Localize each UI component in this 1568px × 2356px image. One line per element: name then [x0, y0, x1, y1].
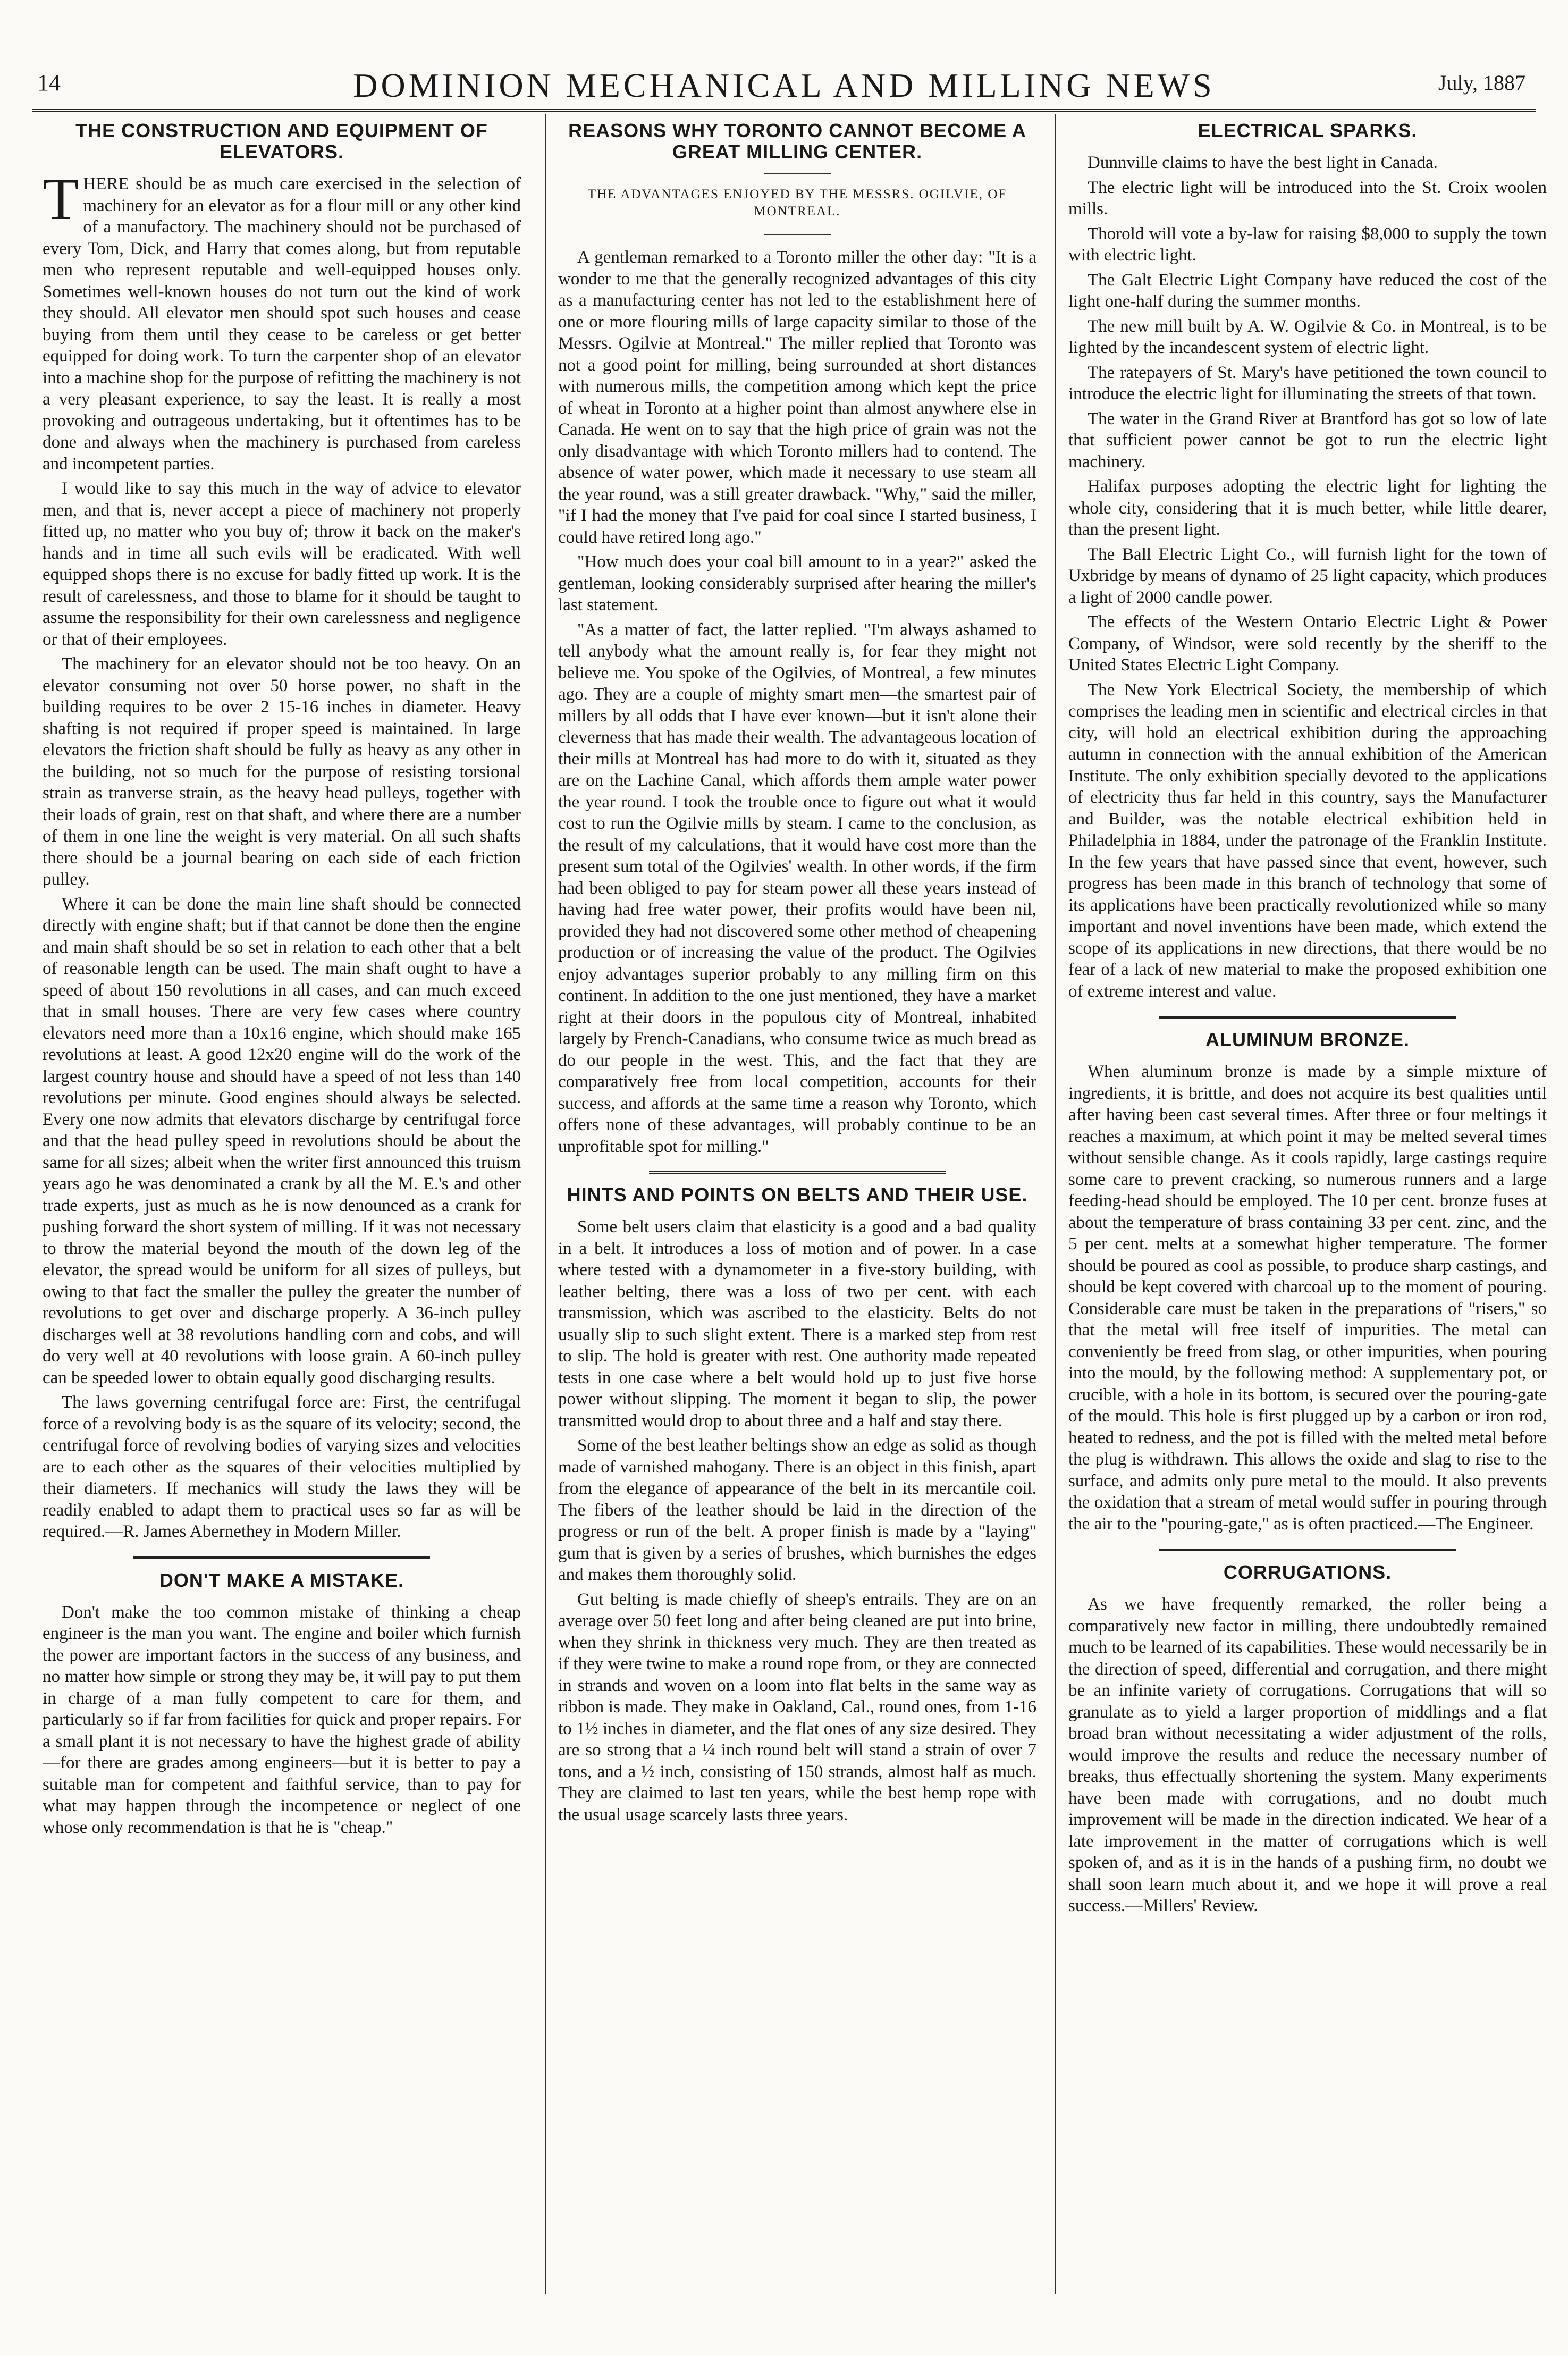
column-divider [1055, 114, 1056, 2294]
drop-cap: T [43, 166, 79, 232]
column-divider [545, 114, 546, 2294]
article-paragraph: I would like to say this much in the way of advice to elevator men, and that is, never accept a piece of machinery not properly fitted up, no matter who you buy of; throw it back on the maker's hands and in time all such evils will be eradicated. With well equipped shops there is no excuse for badly fitted up work. It is the result of carelessness, and those to blame for it should be taught to assume the responsibility for their own carelessness and negligence or that of their employees. [43, 479, 521, 649]
masthead [32, 64, 1536, 112]
section-rule [1159, 1549, 1456, 1551]
article-paragraph: Don't make the too common mistake of thinking a cheap engineer is the man you want. The engine and boiler which furnish the power are important factors in the success of any business, and no matter how simple or strong they may be, it will pay to put them in charge of a man fully competent to care for them, and particularly so if far from facilities for quick and proper repairs. For a small plant it is not necessary to have the highest grade of ability—for there are grades among engineers—but it is better to pay a suitable man for competent and faithful service, than to pay for what may happen through the incompetence or neglect of one whose only recommendation is that he is "cheap." [43, 1602, 521, 1837]
title-rule [764, 173, 831, 174]
news-item: The new mill built by A. W. Ogilvie & Co. in Montreal, is to be lighted by the incandescent system of electric light. [1068, 316, 1547, 357]
article-title-corrugations: CORRUGATIONS. [1223, 1561, 1392, 1583]
article-paragraph: As we have frequently remarked, the roller being a comparatively new factor in milling, there undoubtedly remained much to be learned of its capabilities. These would necessarily be in the direction of speed, differential and corrugation, and there might be an infinite variety of corrugations. Corrugations that will so granulate as to yield a larger proportion of middlings and a flat broad bran without necessitating a wider adjustment of the rolls, would improve the results and reduce the necessary number of breaks, thus effectually shortening the system. Many experiments have been made with corrugations, and no doubt much improvement will be made in the direction indicated. We hear of a late improvement in the matter of corrugations which is well spoken of, and as it is in the hands of a pushing firm, no doubt we shall soon learn much about it, and we hope it will prove a real success.—Millers' Review. [1068, 1595, 1547, 1915]
page-number: 14 [37, 70, 61, 96]
column-right [1068, 117, 1547, 2286]
article-title-aluminum-bronze: ALUMINUM BRONZE. [1205, 1029, 1410, 1050]
section-rule [649, 1171, 946, 1174]
article-paragraph: Where it can be done the main line shaft should be connected directly with engine shaft; but if that cannot be done then the engine and main shaft should be so set in relation to each other that a belt of reasonable length can be used. The main shaft ought to have a speed of about 150 revolutions in all cases, and can much exceed that in small houses. There are very few cases where country elevators need more than a 10x16 engine, which should make 165 revolutions at least. A good 12x20 engine will do the work of the largest country house and should have a speed of not less than 140 revolutions per minute. Good engines should always be selected. Every one now admits that elevators discharge by centrifugal force and that the head pulley speed in revolutions should be about the same for all sizes; albeit when the writer first announced this truism years ago he was denominated a crank by all the M. E.'s and other trade experts, just as much as he is now denounced as a crank for pushing forward the short system of milling. If it was not necessary to throw the material beyond the mouth of the down leg of the elevator, the spread would be uniform for all sizes of pulleys, but owing to that fact the smaller the pulley the greater the number of revolutions to get over and discharge properly. A 36-inch pulley discharges well at 38 revolutions handling corn and cobs, and will do very well at 40 revolutions with loose grain. A 60-inch pulley can be speeded lower to obtain equally good discharging results. [43, 894, 521, 1387]
news-item: The effects of the Western Ontario Electric Light & Power Company, of Windsor, were sold recently by the sheriff to the United States Electric Light Company. [1068, 612, 1547, 675]
article-title-mistake: DON'T MAKE A MISTAKE. [159, 1569, 404, 1591]
article-title-toronto: REASONS WHY TORONTO CANNOT BECOME A GREAT MILLING CENTER. [568, 120, 1026, 163]
article-paragraph: Some belt users claim that elasticity is a good and a bad quality in a belt. It introduces a loss of motion and of power. In a case where tested with a dynamometer in a five-story building, with leather belting, there was a loss of two per cent. with each transmission, which was ascribed to the elasticity. Belts do not usually slip to such slight extent. There is a marked step from rest to slip. The hold is greater with rest. One authority made repeated tests in one case where a belt would hold up to just five horse power without slipping. The moment it began to slip, the power transmitted would drop to about three and a half and stay there. [558, 1217, 1036, 1431]
newspaper-title: DOMINION MECHANICAL AND MILLING NEWS [353, 66, 1215, 104]
article-paragraph: A gentleman remarked to a Toronto miller the other day: "It is a wonder to me that the generally recognized advantages of this city as a manufacturing center has not led to the establishment here of one or more flouring mills of large capacity similar to those of the Messrs. Ogilvie at Montreal." The miller replied that Toronto was not a good point for milling, being surrounded at short distances with numerous mills, the competition among which kept the price of wheat in Toronto at a higher point than almost anywhere else in Canada. He went on to say that the high price of grain was not the only disadvantage with which Toronto millers had to contend. The absence of water power, which made it necessary to use steam all the year round, was a still greater drawback. "Why," said the miller, "if I had the money that I've paid for coal since I started business, I could have retired long ago." [558, 248, 1036, 547]
masthead-rule [32, 109, 1536, 112]
news-item: The electric light will be introduced into the St. Croix woolen mills. [1068, 178, 1547, 218]
article-paragraph: THERE should be as much care exercised in the selection of machinery for an elevator as for a flour mill or any other kind of a manufactory. The machinery should not be purchased of every Tom, Dick, and Harry that comes along, but from reputable men who represent reputable and well-equipped houses only. Sometimes well-known houses do not turn out the kind of work they should. All elevator men should spot such houses and cease buying from them until they cease to be careless or get better equipped for doing work. To turn the carpenter shop of an elevator into a machine shop for the purpose of refitting the machinery is not a very pleasant experience, to say the least. It is really a most provoking and outrageous undertaking, but it oftentimes has to be done and always when the machinery is purchased from careless and incompetent parties. [43, 166, 521, 474]
column-middle [558, 117, 1036, 2286]
news-item: The New York Electrical Society, the membership of which comprises the leading men in scientific and electrical circles in that city, will hold an electrical exhibition during the approaching autumn in connection with the annual exhibition of the American Institute. The only exhibition specially devoted to the applications of electricity thus far held in this country, says the Manufacturer and Builder, was the notable electrical exhibition held in Philadelphia in 1884, under the patronage of the Franklin Institute. In the few years that have passed since that event, however, such progress has been made in this branch of technology that some of its applications have been practically revolutionized while so many important and novel inventions have been made, which extend the scope of its applications in new directions, that there would be no fear of a lack of new material to make the proposed exhibition one of extreme interest and value. [1068, 680, 1547, 1001]
news-item: The Ball Electric Light Co., will furnish light for the town of Uxbridge by means of dynamo of 25 light capacity, which produces a light of 2000 candle power. [1068, 544, 1547, 607]
news-item: The ratepayers of St. Mary's have petitioned the town council to introduce the electric light for illuminating the streets of that town. [1068, 363, 1547, 403]
news-item: Halifax purposes adopting the electric light for lighting the whole city, considering that it is much better, while little dearer, than the present light. [1068, 477, 1547, 539]
article-paragraph: The machinery for an elevator should not be too heavy. On an elevator consuming not over 50 horse power, no shaft in the building requires to be over 2 15-16 inches in diameter. Heavy shafting is not required if proper speed is maintained. In large elevators the friction shaft should be fully as heavy as any other in the building, not so much for the purpose of resisting torsional strain as tranverse strain, as the heavy head pulleys, together with their loads of grain, rest on that shaft, and where there are a number of them in one line the weight is very material. On all such shafts there should be a journal bearing on each side of each friction pulley. [43, 654, 521, 889]
column-left [43, 117, 521, 2286]
article-paragraph: Gut belting is made chiefly of sheep's entrails. They are on an average over 50 feet long and after being cleaned are put into brine, when they shrink in thickness very much. They are then treated as if they were twine to make a round rope from, or they are connected in strands and woven on a loom into flat belts in the same way as ribbon is made. They make in Oakland, Cal., round ones, from 1-16 to 1½ inches in diameter, and the flat ones of any size desired. They are so strong that a ¼ inch round belt will stand a strain of over 7 tons, and a ½ inch, consisting of 150 strands, almost half as much. They are claimed to last ten years, while the best hemp rope with the usual usage scarcely lasts three years. [558, 1589, 1036, 1824]
article-paragraph: The laws governing centrifugal force are: First, the centrifugal force of a revolving body is as the square of its velocity; second, the centrifugal force of revolving bodies of varying sizes and velocities are to each other as the squares of their velocities multiplied by their diameters. If mechanics will study the laws they will be readily enabled to adapt them to practical uses so far as will be required.—R. James Abernethey in Modern Miller. [43, 1393, 521, 1541]
article-paragraph: Some of the best leather beltings show an edge as solid as though made of varnished mahogany. There is an object in this finish, apart from the elegance of appearance of the belt in its mercantile coil. The fibers of the leather should be laid in the direction of the progress or run of the belt. A proper finish is made by a "laying" gum that is given by a series of brushes, which burnishes the edges and makes them thoroughly solid. [558, 1436, 1036, 1584]
article-paragraph: "As a matter of fact, the latter replied. "I'm always ashamed to tell anybody what the amount really is, for fear they might not believe me. You spoke of the Ogilvies, of Montreal, a few minutes ago. They are a couple of mighty smart men—the smartest pair of millers by all odds that I have ever known—but it isn't alone their cleverness that has made their wealth. The advantageous location of their mills at Montreal has had more to do with it, situated as they are on the Lachine Canal, which affords them ample water power the year round. I took the trouble once to figure out what it would cost to run the Ogilvie mills by steam. I came to the conclusion, as the result of my calculations, that it would have cost more than the present sum total of the Ogilvies' wealth. In other words, if the firm had been obliged to pay for steam power all these years instead of having had free water power, their profits would have been nil, provided they had not discovered some other method of cheapening production or of increasing the value of the product. The Ogilvies enjoy advantages superior probably to any milling firm on this continent. In addition to the one just mentioned, they have a market right at their doors in the populous city of Montreal, inhabited largely by French-Canadians, who consume twice as much bread as do our people in the west. This, and the fact that they are comparatively free from local competition, accounts for their success, and affords at the same time a reason why Toronto, which offers none of these advantages, will probably continue to be an unprofitable spot for milling." [558, 620, 1036, 1156]
title-rule [764, 234, 831, 235]
news-item: The Galt Electric Light Company have reduced the cost of the light one-half during the summer months. [1068, 270, 1547, 311]
article-title-electrical-sparks: ELECTRICAL SPARKS. [1198, 120, 1418, 141]
article-title-belts: HINTS AND POINTS ON BELTS AND THEIR USE. [567, 1184, 1028, 1206]
article-paragraph: When aluminum bronze is made by a simple mixture of ingredients, it is brittle, and does not acquire its best qualities until after having been cast several times. After three or four meltings it reaches a maximum, at which point it may be melted several times without sensible change. As it cools rapidly, large castings require some care to prevent cracking, so numerous runners and a large feeding-head should be employed. The 10 per cent. bronze fuses at about the temperature of brass containing 33 per cent. zinc, and the 5 per cent. melts at a somewhat higher temperature. The former should be poured as cool as possible, to produce sharp castings, and should be kept covered with charcoal up to the moment of pouring. Considerable care must be taken in the preparations of "risers," so that the metal will free itself of impurities. The metal can conveniently be freed from slag, or other impurities, when pouring into the mould, by the following method: A supplementary pot, or crucible, with a hole in its bottom, is secured over the pouring-gate of the mould. This hole is first plugged up by a carbon or iron rod, heated to redness, and the pot is filled with the melted metal before the plug is withdrawn. This allows the oxide and slag to rise to the surface, and admits only pure metal to the mould. It also prevents the oxidation that a stream of metal would suffer in pouring through the air to the "pouring-gate," as is often practiced.—The Engineer. [1068, 1062, 1547, 1534]
news-item: Dunnville claims to have the best light in Canada. [1088, 153, 1438, 172]
article-title-elevators: THE CONSTRUCTION AND EQUIPMENT OF ELEVATORS. [75, 120, 488, 163]
news-item: Thorold will vote a by-law for raising $8,000 to supply the town with electric light. [1068, 224, 1547, 265]
section-rule [1159, 1016, 1456, 1019]
article-subtitle: THE ADVANTAGES ENJOYED BY THE MESSRS. OGILVIE, OF MONTREAL. [587, 187, 1007, 218]
issue-date: July, 1887 [1438, 71, 1525, 95]
article-paragraph: "How much does your coal bill amount to in a year?" asked the gentleman, looking considerably surprised after hearing the miller's last statement. [558, 552, 1036, 615]
news-item: The water in the Grand River at Brantford has got so low of late that sufficient power cannot be got to run the electric light machinery. [1068, 409, 1547, 472]
section-rule [133, 1556, 430, 1559]
